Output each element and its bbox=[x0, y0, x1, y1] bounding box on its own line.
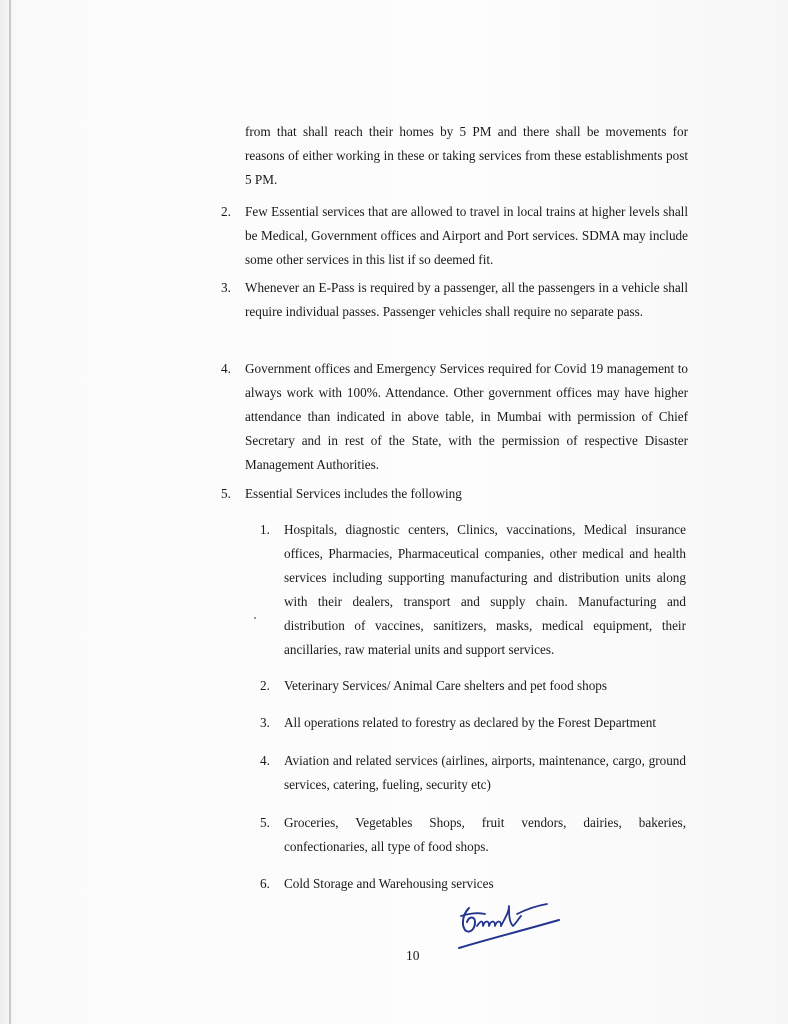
list-item-number: 3. bbox=[221, 280, 231, 295]
list-item-number: 4. bbox=[221, 361, 231, 376]
sub-list-item-number: 1. bbox=[260, 522, 270, 537]
continuation-paragraph: from that shall reach their homes by 5 PM and there shall be movements for reasons of either working in these or taking services from these establishments post 5 PM. bbox=[245, 124, 688, 187]
list-item-4 bbox=[221, 357, 688, 477]
sub-list-item-text: Groceries, Vegetables Shops, fruit vendors, dairies, bakeries, confectionaries, all type of food shops. bbox=[284, 815, 686, 854]
handwritten-signature bbox=[455, 892, 565, 958]
page-number: 10 bbox=[406, 948, 420, 963]
list-item-text: Whenever an E-Pass is required by a passenger, all the passengers in a vehicle shall require individual passes. Passenger vehicles shall require no separate pass. bbox=[245, 280, 688, 319]
sub-list-item-2 bbox=[260, 674, 686, 698]
sub-list-item-number: 2. bbox=[260, 678, 270, 693]
sub-list-item-4 bbox=[260, 749, 686, 797]
sub-list-item-text: Cold Storage and Warehousing services bbox=[284, 876, 494, 891]
sub-list-item-number: 4. bbox=[260, 753, 270, 768]
sub-list-item-number: 5. bbox=[260, 815, 270, 830]
sub-list-item-1 bbox=[260, 518, 686, 662]
sub-list-item-number: 3. bbox=[260, 715, 270, 730]
sub-list-item-text: Hospitals, diagnostic centers, Clinics, vaccinations, Medical insurance offices, Pharmacies, Pharmaceutical companies, other medical and health services including supporting manufacturing and distribution units along with their dealers, transport and supply chain. Manufacturing and distribution of vaccines, sanitizers, masks, medical equipment, their ancillaries, raw material units and support services. bbox=[284, 522, 686, 657]
sub-list-item-text: Aviation and related services (airlines, airports, maintenance, cargo, ground services, catering, fueling, security etc) bbox=[284, 753, 686, 792]
sub-list-item-3 bbox=[260, 711, 686, 735]
sub-list-item-number: 6. bbox=[260, 876, 270, 891]
list-item-text: Few Essential services that are allowed to travel in local trains at higher levels shall be Medical, Government offices and Airport and Port services. SDMA may include some other services in this list if so deemed fit. bbox=[245, 204, 688, 267]
list-item-number: 2. bbox=[221, 204, 231, 219]
sub-list-item-5 bbox=[260, 811, 686, 859]
list-item-number: 5. bbox=[221, 486, 231, 501]
scan-dot-mark bbox=[254, 617, 256, 619]
sub-list-item-text: Veterinary Services/ Animal Care shelters and pet food shops bbox=[284, 678, 608, 693]
list-item-text: Essential Services includes the following bbox=[245, 486, 462, 501]
list-item-text: Government offices and Emergency Services required for Covid 19 management to always work with 100%. Attendance. Other government offices may have higher attendance than indicated in above table, in Mumbai with permission of Chief Secretary and in rest of the State, with the permission of respective Disaster Management Authorities. bbox=[245, 361, 688, 472]
list-item-2 bbox=[221, 200, 688, 272]
list-item-3 bbox=[221, 276, 688, 324]
page-edge-shadow bbox=[9, 0, 11, 1024]
sub-list-item-text: All operations related to forestry as declared by the Forest Department bbox=[284, 715, 657, 730]
list-item-5 bbox=[221, 482, 688, 506]
